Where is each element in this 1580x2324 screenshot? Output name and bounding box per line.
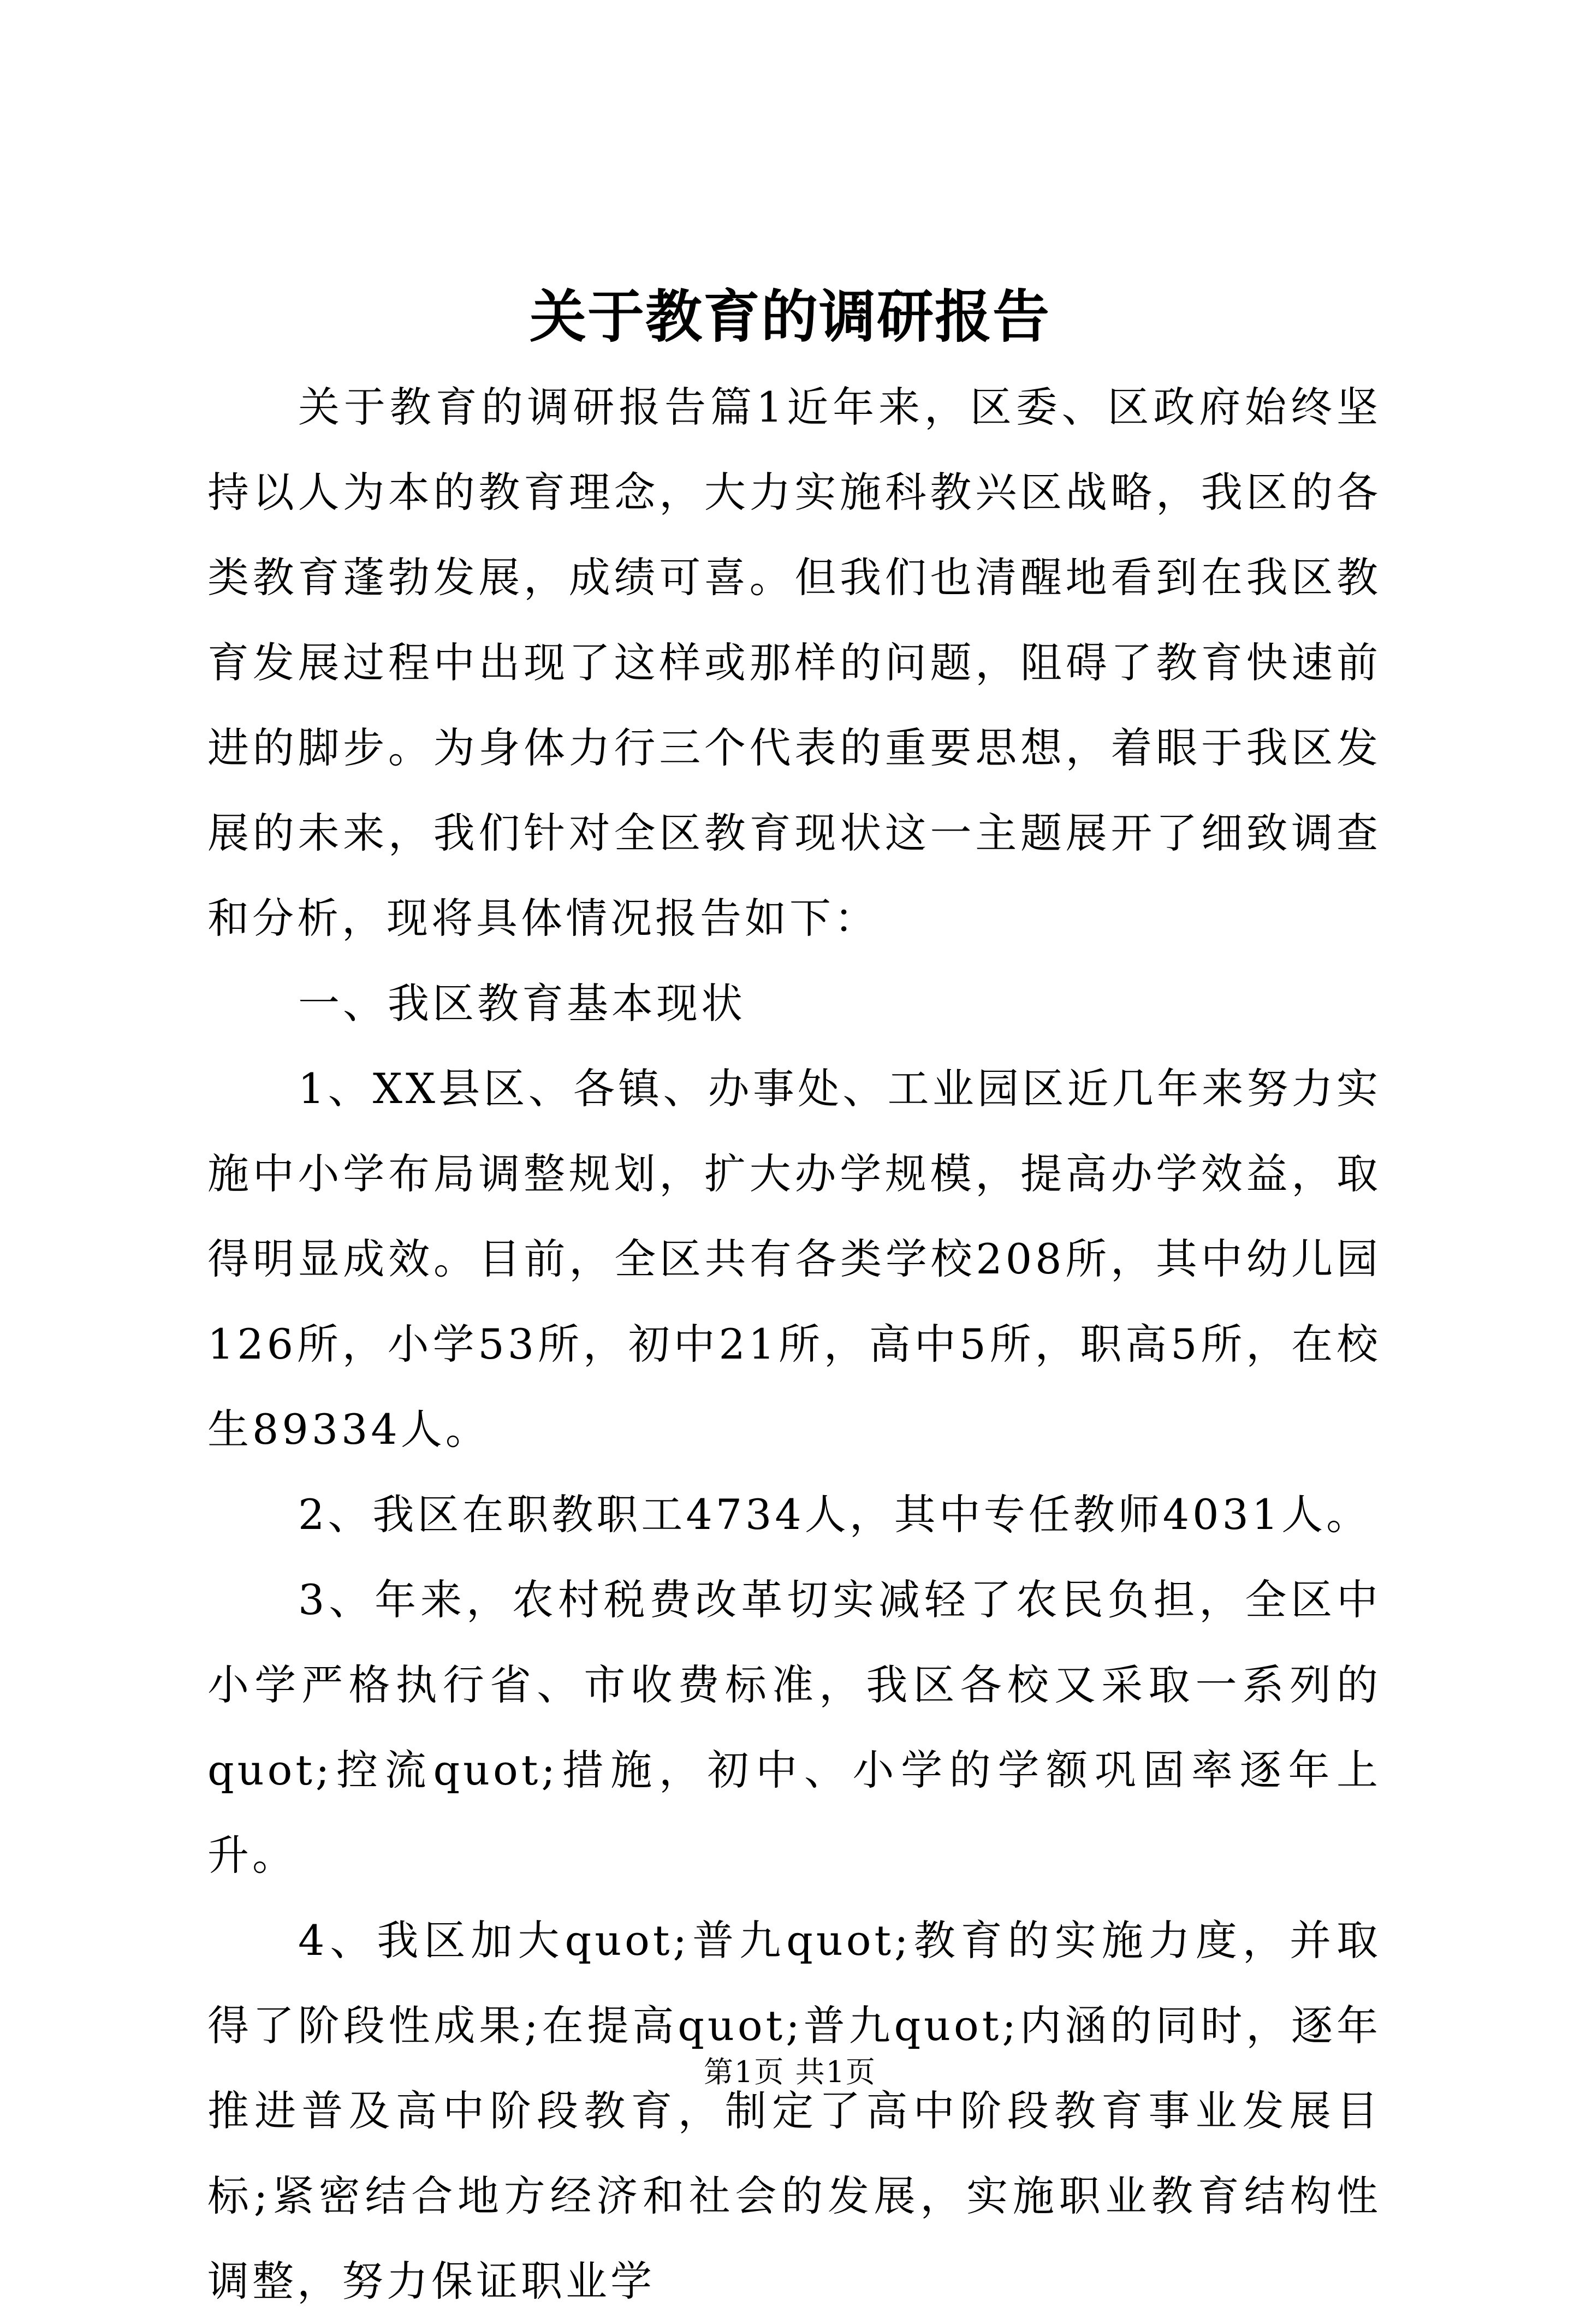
document-title: 关于教育的调研报告: [529, 283, 1050, 350]
paragraph-item-2: 2、我区在职教职工4734人，其中专任教师4031人。: [298, 1490, 1371, 1539]
paragraph-item-4: 4、我区加大quot;普九quot;教育的实施力度，并取得了阶段性成果;在提高quot;普九quot;内涵的同时，逐年推进普及高中阶段教育，制定了高中阶段教育事业发展目标;紧密结合地方经济和社会的发展，实施职业教育结构性调整，努力保证职业学: [207, 1916, 1381, 2305]
document-body: [207, 365, 1381, 2324]
paragraph-item-1: 1、XX县区、各镇、办事处、工业园区近几年来努力实施中小学布局调整规划，扩大办学规模，提高办学效益，取得明显成效。目前，全区共有各类学校208所，其中幼儿园126所，小学53所，初中21所，高中5所，职高5所，在校生89334人。: [207, 1064, 1381, 1454]
paragraph-intro: 关于教育的调研报告篇1近年来，区委、区政府始终坚持以人为本的教育理念，大力实施科教兴区战略，我区的各类教育蓬勃发展，成绩可喜。但我们也清醒地看到在我区教育发展过程中出现了这样或那样的问题，阻碍了教育快速前进的脚步。为身体力行三个代表的重要思想，着眼于我区发展的未来，我们针对全区教育现状这一主题展开了细致调查和分析，现将具体情况报告如下：: [207, 383, 1381, 942]
paragraph-item-3: 3、年来，农村税费改革切实减轻了农民负担，全区中小学严格执行省、市收费标准，我区各校又采取一系列的quot;控流quot;措施，初中、小学的学额巩固率逐年上升。: [207, 1575, 1381, 1880]
page-footer: 第1页 共1页: [704, 2055, 876, 2089]
section-heading: 一、我区教育基本现状: [298, 979, 746, 1028]
